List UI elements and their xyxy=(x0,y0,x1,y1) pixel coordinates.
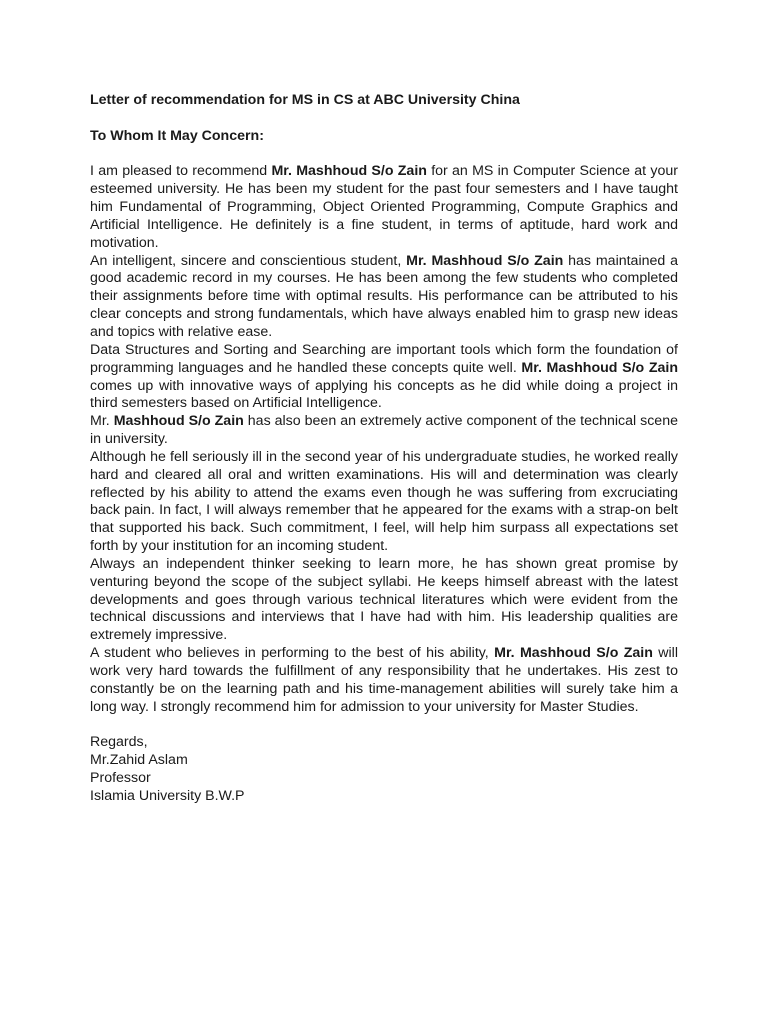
paragraph-4-text-b: has also been an extremely active component of the technical scene in university. xyxy=(90,413,678,448)
salutation: To Whom It May Concern: xyxy=(90,127,264,144)
paragraph-7 xyxy=(90,645,678,716)
paragraph-3-text-a: Data Structures and Sorting and Searching are important tools which form the foundation of programming languages and he handled these concepts quite well. xyxy=(90,341,678,376)
student-name: Mr. Mashhoud S/o Zain xyxy=(271,163,427,180)
paragraph-3-text-b: comes up with innovative ways of applying his concepts as he did while doing a project in third semesters based on Artificial Intelligence. xyxy=(90,377,678,412)
paragraph-4-text-a: Mr. xyxy=(90,413,114,430)
letter-title: Letter of recommendation for MS in CS at ABC University China xyxy=(90,92,520,108)
letter-document xyxy=(90,92,678,806)
closing-block xyxy=(90,734,678,805)
paragraph-5: Although he fell seriously ill in the second year of his undergraduate studies, he worked really hard and cleared all oral and written examinations. His will and determination was clearly reflected by his ability to attend the exams even though he was suffering from excruciating back pain. In fact, I will always remember that he appeared for the exams with a strap-on belt that supported his back. Such commitment, I feel, will help him surpass all expectations set forth by your institution for an incoming student. xyxy=(90,448,678,555)
student-name: Mr. Mashhoud S/o Zain xyxy=(406,252,564,269)
paragraph-7-text-b: will work very hard towards the fulfillment of any responsibility that he undertakes. His zest to constantly be on the learning path and his time-management abilities will surely take him a long way. I strongly recommend him for admission to your university for Master Studies. xyxy=(90,645,678,715)
paragraph-7-text-a: A student who believes in performing to the best of his ability, xyxy=(90,645,495,662)
paragraph-4 xyxy=(90,413,678,449)
paragraph-1 xyxy=(90,163,678,252)
paragraph-3 xyxy=(90,342,678,413)
student-name: Mr. Mashhoud S/o Zain xyxy=(521,359,678,376)
closing-regards: Regards, xyxy=(90,734,148,751)
signer-institution: Islamia University B.W.P xyxy=(90,787,245,804)
paragraph-6: Always an independent thinker seeking to learn more, he has shown great promise by venturing beyond the scope of the subject syllabi. He keeps himself abreast with the latest developments and goes through various technical literatures which were evident from the technical discussions and interviews that I have had with him. His leadership qualities are extremely impressive. xyxy=(90,555,678,644)
student-name: Mashhoud S/o Zain xyxy=(113,413,244,430)
paragraph-1-text-b: for an MS in Computer Science at your esteemed university. He has been my student for the past four semesters and I have taught him Fundamental of Programming, Object Oriented Programming, Compute Graphics and Artificial Intelligence. He definitely is a fine student, in terms of aptitude, hard work and motivation. xyxy=(90,163,678,251)
paragraph-1-text-a: I am pleased to recommend xyxy=(90,163,272,180)
paragraph-2-text-a: An intelligent, sincere and conscientious student, xyxy=(90,252,407,269)
signer-position: Professor xyxy=(90,770,151,787)
student-name: Mr. Mashhoud S/o Zain xyxy=(494,645,653,662)
signer-name: Mr.Zahid Aslam xyxy=(90,752,188,769)
paragraph-2 xyxy=(90,253,678,342)
paragraph-2-text-b: has maintained a good academic record in my courses. He has been among the few students who completed their assignments before time with optimal results. His performance can be attributed to his clear concepts and strong fundamentals, which have always enabled him to grasp new ideas and topics with relative ease. xyxy=(90,252,678,340)
